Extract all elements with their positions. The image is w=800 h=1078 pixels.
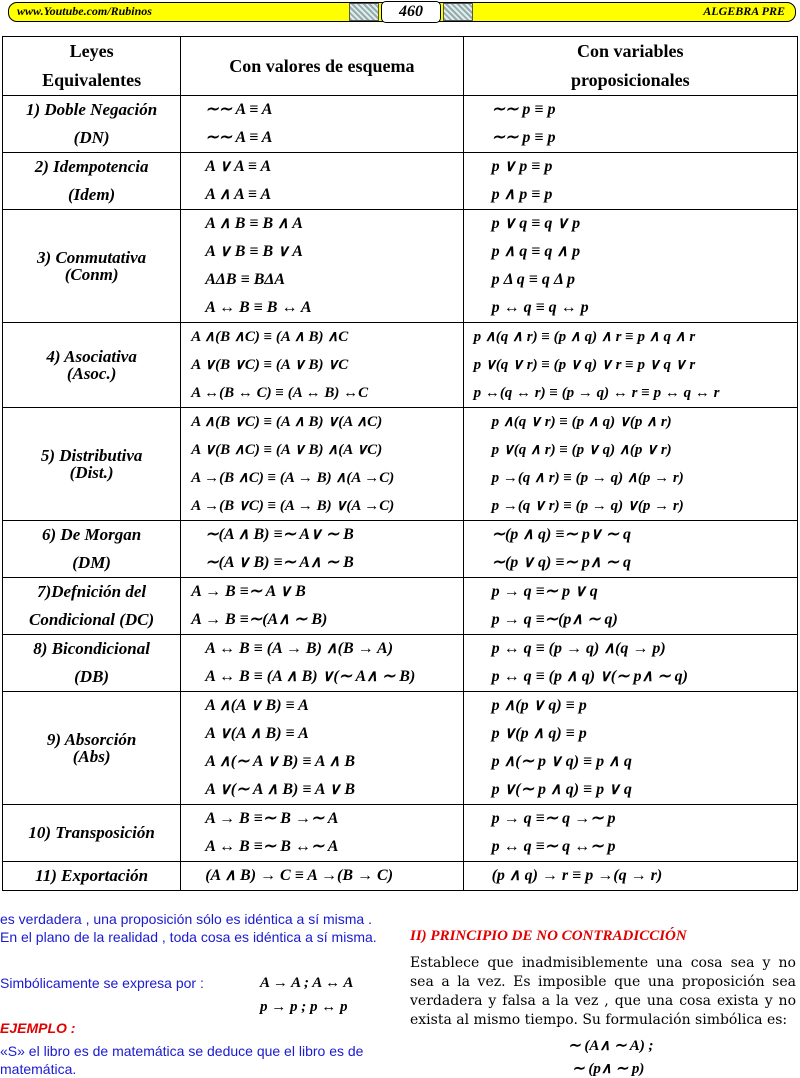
var-formulas <box>463 521 797 578</box>
section-text: Establece que inadmisiblemente una cosa sea y no sea a la vez. Es imposible que una proposición sea verdadera y falsa a la vez , que una cosa exista y no exista al mismo tiempo. Su formulación simbólica es: <box>410 955 796 1028</box>
var-formula: p ↔ q ≡∼ q ↔∼ p <box>491 838 616 855</box>
schema-formulas <box>181 578 463 635</box>
identity-formula: p → p ; p ↔ p <box>260 999 348 1015</box>
law-name-line: 4) Asociativa <box>46 347 137 366</box>
table-row <box>3 96 798 153</box>
law-name-line: (Dist.) <box>69 463 114 482</box>
var-formula: p ∨ p ≡ p <box>491 158 553 175</box>
header-schema: Con valores de esquema <box>181 37 463 96</box>
var-formula: p ↔ q ≡ (p → q) ∧(q → p) <box>491 640 666 657</box>
schema-formula: A ∨ A ≡ A <box>205 158 272 175</box>
law-name-line: 2) Idempotencia <box>34 157 149 176</box>
var-formula: p ↔ q ≡ (p ∧ q) ∨(∼ p∧ ∼ q) <box>491 668 688 685</box>
law-name <box>3 96 181 153</box>
schema-formula: A ∧ A ≡ A <box>205 186 272 203</box>
schema-formula: A ∧(∼ A ∨ B) ≡ A ∧ B <box>205 753 356 770</box>
header-laws-line: Equivalentes <box>42 70 142 90</box>
law-name-line: (DM) <box>72 553 111 572</box>
law-name <box>3 521 181 578</box>
law-name-line: (Conm) <box>64 265 119 284</box>
law-name-line: 10) Transposición <box>28 823 155 842</box>
schema-formulas <box>181 692 463 805</box>
law-name <box>3 805 181 862</box>
law-name <box>3 862 181 891</box>
schema-formula: A ∧(A ∨ B) ≡ A <box>205 697 309 714</box>
header-laws-line: Leyes <box>69 41 114 61</box>
var-formula: p ∧(p ∨ q) ≡ p <box>491 697 587 714</box>
schema-formula: A → B ≡∼ A ∨ B <box>191 583 306 600</box>
schema-formula: ∼(A ∧ B) ≡∼ A∨ ∼ B <box>205 526 354 543</box>
schema-formula: A ↔ B ≡ B ↔ A <box>205 299 312 316</box>
law-name <box>3 323 181 408</box>
var-formula: p ↔(q ↔ r) ≡ (p → q) ↔ r ≡ p ↔ q ↔ r <box>473 385 720 401</box>
law-name-line: (Asoc.) <box>66 364 117 383</box>
law-name <box>3 408 181 521</box>
law-name-line: (Idem) <box>68 185 116 204</box>
schema-formula: A ∧(B ∧C) ≡ (A ∧ B) ∧C <box>191 329 349 345</box>
law-name-line: 1) Doble Negación <box>25 100 158 119</box>
section-title: II) PRINCIPIO DE NO CONTRADICCIÓN <box>410 928 687 944</box>
var-formula: p ∧ q ≡ q ∧ p <box>491 243 581 260</box>
var-formula: p ∧(q ∨ r) ≡ (p ∧ q) ∨(p ∧ r) <box>491 414 672 430</box>
header-url[interactable]: www.Youtube.com/Rubinos <box>17 4 152 18</box>
logo-icon <box>443 3 473 21</box>
table-row <box>3 692 798 805</box>
var-formula: ∼(p ∧ q) ≡∼ p∨ ∼ q <box>491 526 631 543</box>
var-formula: p →(q ∨ r) ≡ (p → q) ∨(p → r) <box>491 498 684 514</box>
schema-formula: A ∨ B ≡ B ∨ A <box>205 243 303 260</box>
var-formulas <box>463 635 797 692</box>
symbol-label: Simbólicamente se expresa por : <box>0 975 204 991</box>
identity-intro: es verdadera , una proposición sólo es idéntica a sí misma . En el plano de la realidad , toda cosa es idéntica a sí misma. <box>0 911 377 945</box>
schema-formula: A ∨(B ∧C) ≡ (A ∨ B) ∧(A ∨C) <box>191 442 383 458</box>
schema-formula: A ∧(B ∨C) ≡ (A ∧ B) ∨(A ∧C) <box>191 414 383 430</box>
schema-formulas <box>181 635 463 692</box>
law-name-line: 3) Conmutativa <box>37 248 147 267</box>
var-formula: p ∨(q ∨ r) ≡ (p ∨ q) ∨ r ≡ p ∨ q ∨ r <box>473 357 696 373</box>
var-formula: p ∧ p ≡ p <box>491 186 553 203</box>
header-vars-line: Con variables <box>577 41 684 61</box>
law-name <box>3 153 181 210</box>
header-center <box>349 0 473 22</box>
var-formula: ∼∼ p ≡ p <box>491 101 556 118</box>
contradiction-formula: ∼ (p∧ ∼ p) <box>572 1061 645 1077</box>
law-name-line: 5) Distributiva <box>40 446 143 465</box>
var-formulas <box>463 323 797 408</box>
law-name-line: 9) Absorción <box>46 730 137 749</box>
var-formulas <box>463 692 797 805</box>
schema-formula: ∼∼ A ≡ A <box>205 101 273 118</box>
var-formula: p → q ≡∼(p∧ ∼ q) <box>491 611 618 628</box>
schema-formulas <box>181 408 463 521</box>
schema-formulas <box>181 862 463 891</box>
example-title: EJEMPLO : <box>0 1020 76 1036</box>
table-row <box>3 153 798 210</box>
table-row <box>3 862 798 891</box>
law-name-line: 6) De Morgan <box>42 525 142 544</box>
identity-symbols <box>0 975 390 1015</box>
header-vars-line: proposicionales <box>570 70 690 90</box>
var-formulas <box>463 153 797 210</box>
identity-principle-text <box>0 910 390 946</box>
page-header <box>8 2 796 22</box>
var-formula: ∼∼ p ≡ p <box>491 129 556 146</box>
schema-formula: A ∨(∼ A ∧ B) ≡ A ∨ B <box>205 781 356 798</box>
schema-formulas <box>181 323 463 408</box>
table-row <box>3 210 798 323</box>
var-formula: p ∨(p ∧ q) ≡ p <box>491 725 587 742</box>
schema-formula: A →(B ∧C) ≡ (A → B) ∧(A →C) <box>191 470 395 486</box>
var-formula: p Δ q ≡ q Δ p <box>491 271 575 288</box>
law-name-line: Condicional (DC) <box>29 610 155 629</box>
schema-formula: (A ∧ B) → C ≡ A →(B → C) <box>205 867 394 884</box>
equivalence-laws-table <box>2 36 798 891</box>
header-laws <box>3 37 181 96</box>
table-row <box>3 521 798 578</box>
schema-formula: A ↔ B ≡ (A ∧ B) ∨(∼ A∧ ∼ B) <box>205 668 416 685</box>
law-name <box>3 578 181 635</box>
schema-formula: A ↔(B ↔ C) ≡ (A ↔ B) ↔C <box>191 385 369 401</box>
var-formula: (p ∧ q) → r ≡ p →(q → r) <box>491 867 663 884</box>
law-name-line: (DB) <box>74 667 110 686</box>
table-header-row <box>3 37 798 96</box>
var-formula: p ∨(q ∧ r) ≡ (p ∨ q) ∧(p ∨ r) <box>491 442 672 458</box>
schema-formulas <box>181 521 463 578</box>
schema-formula: ∼∼ A ≡ A <box>205 129 273 146</box>
law-name-line: 7)Defnición del <box>37 582 147 601</box>
law-name-line: 11) Exportación <box>35 866 149 885</box>
schema-formulas <box>181 153 463 210</box>
var-formula: ∼(p ∨ q) ≡∼ p∧ ∼ q <box>491 554 631 571</box>
schema-formula: A ∧ B ≡ B ∧ A <box>205 215 303 232</box>
table-row <box>3 805 798 862</box>
schema-formula: ∼(A ∨ B) ≡∼ A∧ ∼ B <box>205 554 354 571</box>
schema-formulas <box>181 805 463 862</box>
var-formulas <box>463 578 797 635</box>
var-formula: p ∧(∼ p ∨ q) ≡ p ∧ q <box>491 753 632 770</box>
law-name <box>3 635 181 692</box>
schema-formulas <box>181 96 463 153</box>
table-row <box>3 635 798 692</box>
schema-formula: A → B ≡∼(A∧ ∼ B) <box>191 611 328 628</box>
var-formulas <box>463 805 797 862</box>
schema-formula: A ∨(A ∧ B) ≡ A <box>205 725 309 742</box>
var-formulas <box>463 96 797 153</box>
table-row <box>3 578 798 635</box>
law-name <box>3 210 181 323</box>
law-name-line: (DN) <box>73 128 110 147</box>
law-name-line: (Abs) <box>72 747 111 766</box>
header-subject: ALGEBRA PRE <box>703 4 785 18</box>
var-formula: p ∨(∼ p ∧ q) ≡ p ∨ q <box>491 781 632 798</box>
var-formula: p →(q ∧ r) ≡ (p → q) ∧(p → r) <box>491 470 684 486</box>
schema-formula: A ↔ B ≡∼ B ↔∼ A <box>205 838 339 855</box>
schema-formula: AΔB ≡ BΔA <box>205 271 286 288</box>
schema-formula: A → B ≡∼ B →∼ A <box>205 810 339 827</box>
identity-formula: A → A ; A ↔ A <box>260 975 354 991</box>
table-row <box>3 408 798 521</box>
schema-formula: A ∨(B ∨C) ≡ (A ∨ B) ∨C <box>191 357 349 373</box>
var-formula: p → q ≡∼ p ∨ q <box>491 583 598 600</box>
table-row <box>3 323 798 408</box>
schema-formula: A ↔ B ≡ (A → B) ∧(B → A) <box>205 640 394 657</box>
var-formula: p ↔ q ≡ q ↔ p <box>491 299 589 316</box>
page-number: 460 <box>381 1 441 23</box>
law-name-line: 8) Bicondicional <box>33 639 150 658</box>
law-name <box>3 692 181 805</box>
schema-formulas <box>181 210 463 323</box>
var-formula: p → q ≡∼ q →∼ p <box>491 810 616 827</box>
var-formula: p ∧(q ∧ r) ≡ (p ∧ q) ∧ r ≡ p ∧ q ∧ r <box>473 329 696 345</box>
var-formula: p ∨ q ≡ q ∨ p <box>491 215 581 232</box>
var-formulas <box>463 862 797 891</box>
var-formulas <box>463 210 797 323</box>
schema-formula: A →(B ∨C) ≡ (A → B) ∨(A →C) <box>191 498 395 514</box>
contradiction-formula: ∼ (A∧ ∼ A) ; <box>568 1038 654 1054</box>
logo-icon <box>349 3 379 21</box>
var-formulas <box>463 408 797 521</box>
example-text: «S» el libro es de matemática se deduce que el libro es de matemática. <box>0 1043 364 1077</box>
header-vars <box>463 37 797 96</box>
